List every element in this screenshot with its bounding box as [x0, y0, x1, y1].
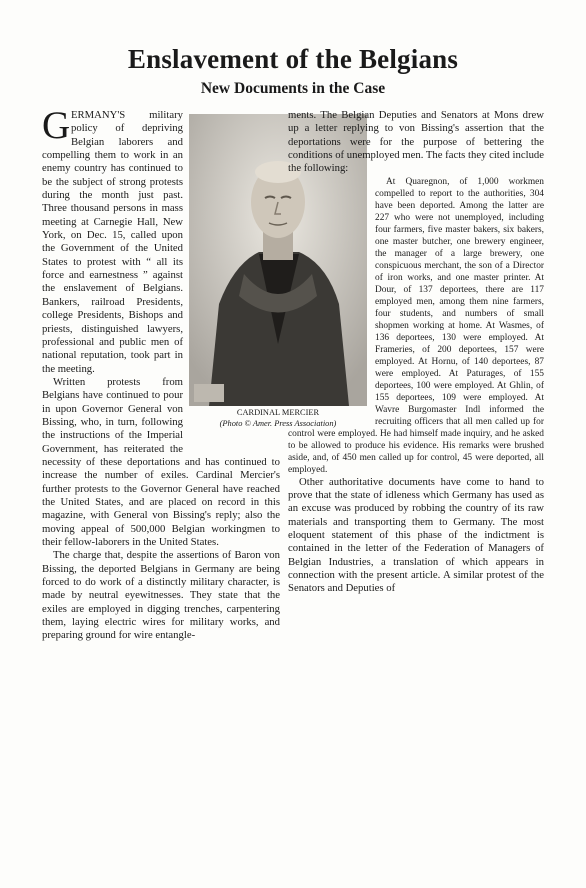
photo-credit: (Photo © Amer. Press Association): [219, 419, 337, 428]
article-subtitle: New Documents in the Case: [200, 80, 386, 97]
paragraph-5: Other authoritative documents have come to hand to prove that the state of idleness which Germany has used as an excuse was produced by robbing the country of its raw materials and transporting them to Germany. The most eloquent statement of this phase of the indictment is contained in the letter of the Federation of Managers of Belgian Industries, a translation of which appears in connection with the present article. A similar protest of the Senators and Deputies of: [288, 475, 544, 595]
paragraph-1-text: ERMANY'S military policy of depriving Belgian laborers and compelling them to work in an enemy country has continued to be the subject of strong protests during the month just past. Three thousand persons in mass meeting at Carnegie Hall, New York, on Dec. 15, called upon the Government of the United States to protest with “ all its force and earnestness ” against the enslavement of Belgians. Bankers, railroad Presidents, college Presidents, Bishops and priests, distinguished lawyers, professional and public men of national reputation, took part in the meeting.: [42, 109, 183, 375]
article-title: Enslavement of the Belgians: [127, 44, 459, 74]
left-column: [42, 104, 337, 643]
quoted-facts-text: At Quaregnon, of 1,000 workmen compelled to report to the authorities, 304 have been deported. Among the latter are 227 who were not unemployed, including four farmers, five master bakers, six bakers, one master butcher, one brewery engineer, the manager of a large brewery, one conspicuous merchant, the son of a Director of iron works, and one master printer. At Dour, of 137 deportees, there are 117 employed men, among them nine farmers, four students, and numbers of small shopmen working at home. At Wasmes, of 136 deportees, 130 were employed. At Frameries, of 200 deportees, 157 were employed. At Hornu, of 140 deportees, 87 were employed. At Paturages, of 155 deportees, 100 were employed. At Ghlin, of 155 deportees, 109 were employed. At Wavre Burgomaster Indl informed the recruiting officers that all men called up for control were employed. He had himself made inquiry, and he asked to be allowed to produce his evidence. His remarks were brushed aside, and, of 450 men called up for control, 45 were deported, all employed.: [288, 176, 544, 475]
paragraph-3: The charge that, despite the assertions of Baron von Bissing, the deported Belgians in Germany are being forced to do work of a distinctly military character, is made by neutral eyewitnesses. They state that the exiles are employed in digging trenches, carpentering them, laying electric wires for military works, and preparing ground for wire entangle-: [42, 549, 280, 642]
drop-cap: G: [42, 104, 71, 147]
paragraph-2: Written protests from Belgians have continued to pour in upon Governor General von Bissing, who, in turn, following the instructions of the Imperial Government, has reiterated the necessity of these deportations and has continued to increase the number of exiles. Cardinal Mercier's further protests to the Governor General have reached the United States, and are placed on record in this magazine, with General von Bissing's reply; also the moving appeal of 500,000 Belgian workingmen to their fellow-laborers in the United States.: [42, 375, 280, 548]
photo-space: [288, 176, 375, 422]
right-column: [288, 109, 544, 596]
paragraph-4: ments. The Belgian Deputies and Senators at Mons drew up a letter replying to von Bissing's assertion that the deportations were for the purpose of bettering the conditions of unemployed men. The facts they cited include the following:: [288, 109, 544, 175]
caption-name: CARDINAL MERCIER: [236, 408, 320, 417]
